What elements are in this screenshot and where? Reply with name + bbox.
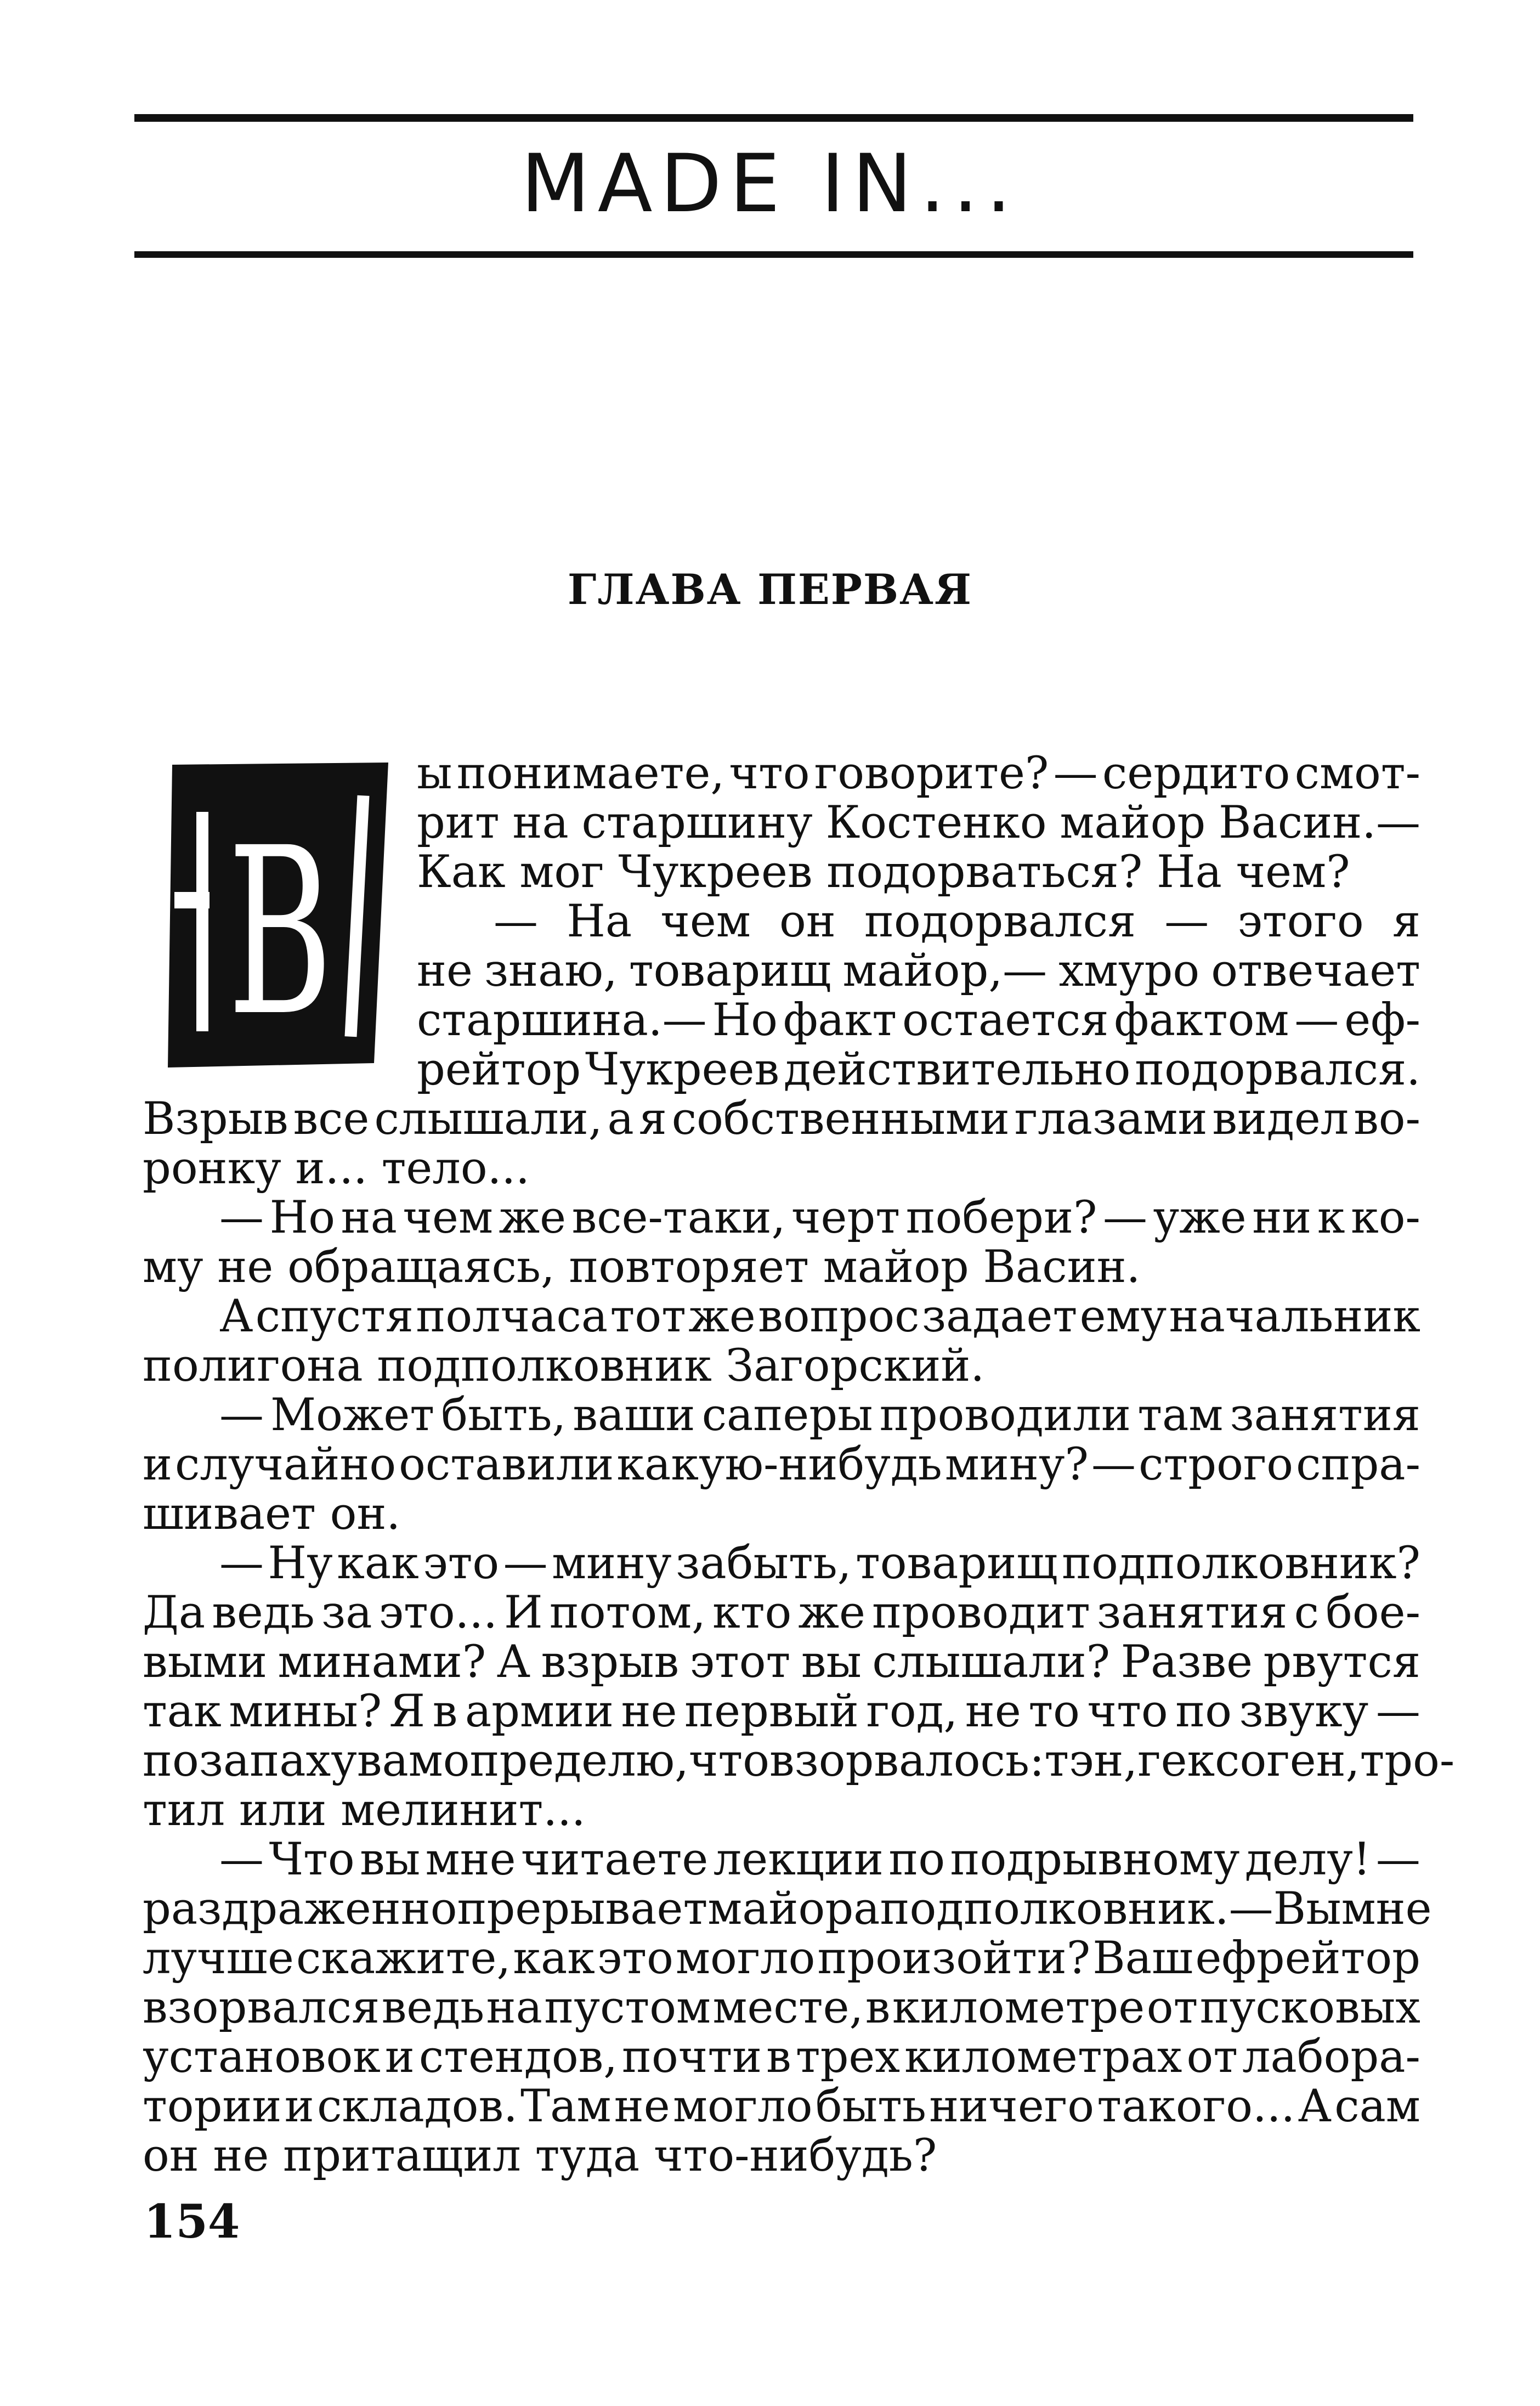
text-line: ы понимаете, что говорите? — сердито смот- [417, 748, 1420, 799]
text-line: му не обращаясь, повторяет майор Васин. [143, 1241, 1141, 1293]
text-line: тории и складов. Там не могло быть ничего такого... А сам [143, 2081, 1420, 2132]
body-text [143, 1093, 1455, 2182]
text-line: — Может быть, ваши саперы проводили там занятия [219, 1390, 1420, 1441]
text-line: ронку и... тело... [143, 1143, 530, 1194]
text-line: — На чем он подорвался — этого я [494, 896, 1420, 947]
indented-paragraph [417, 749, 1420, 1094]
text-line: А спустя полчаса тот же вопрос задает ему начальник [219, 1291, 1420, 1342]
running-head: MADE IN... [520, 137, 1020, 230]
chapter-title: ГЛАВА ПЕРВАЯ [567, 565, 973, 614]
text-line: рит на старшину Костенко майор Васин.— [417, 797, 1420, 849]
text-line: по запаху вам определю, что взорвалось: тэн, гексоген, тро- [143, 1735, 1455, 1787]
drop-cap-b-icon [165, 763, 395, 1070]
text-line: Взрыв все слышали, а я собственными глазами видел во- [143, 1093, 1420, 1145]
text-line: выми минами? А взрыв этот вы слышали? Разве рвутся [143, 1636, 1420, 1688]
text-line: так мины? Я в армии не первый год, не то что по звуку — [143, 1686, 1420, 1737]
page-number: 154 [144, 2194, 240, 2249]
text-line: раздраженно прерывает майора подполковник.— Вы мне [143, 1883, 1432, 1935]
text-line: шивает он. [143, 1488, 401, 1540]
text-line: установок и стендов, почти в трех километрах от лабора- [143, 2031, 1420, 2083]
text-line: не знаю, товарищ майор,— хмуро отвечает [417, 945, 1420, 997]
text-line: — Ну как это — мину забыть, товарищ подполковник? [219, 1538, 1420, 1589]
text-line: он не притащил туда что-нибудь? [143, 2130, 937, 2182]
top-rule [134, 114, 1413, 122]
text-line: рейтор Чукреев действительно подорвался. [417, 1044, 1420, 1095]
text-line: Да ведь за это... И потом, кто же проводит занятия с бое- [143, 1587, 1420, 1639]
text-line: полигона подполковник Загорский. [143, 1340, 985, 1392]
text-line: старшина.— Но факт остается фактом — еф- [417, 995, 1420, 1046]
text-line: взорвался ведь на пустом месте, в километре от пусковых [143, 1982, 1420, 2034]
text-line: Как мог Чукреев подорваться? На чем? [417, 846, 1350, 898]
bottom-rule [134, 251, 1413, 258]
text-line: лучше скажите, как это могло произойти? Ваш ефрейтор [143, 1933, 1420, 1984]
text-line: тил или мелинит... [143, 1784, 586, 1836]
drop-cap-letter: В [228, 799, 333, 1067]
text-line: — Но на чем же все-таки, черт побери? — уже ни к ко- [219, 1192, 1420, 1244]
text-line: — Что вы мне читаете лекции по подрывному делу! — [219, 1834, 1420, 1885]
text-line: и случайно оставили какую-нибудь мину? — строго спра- [143, 1439, 1420, 1490]
